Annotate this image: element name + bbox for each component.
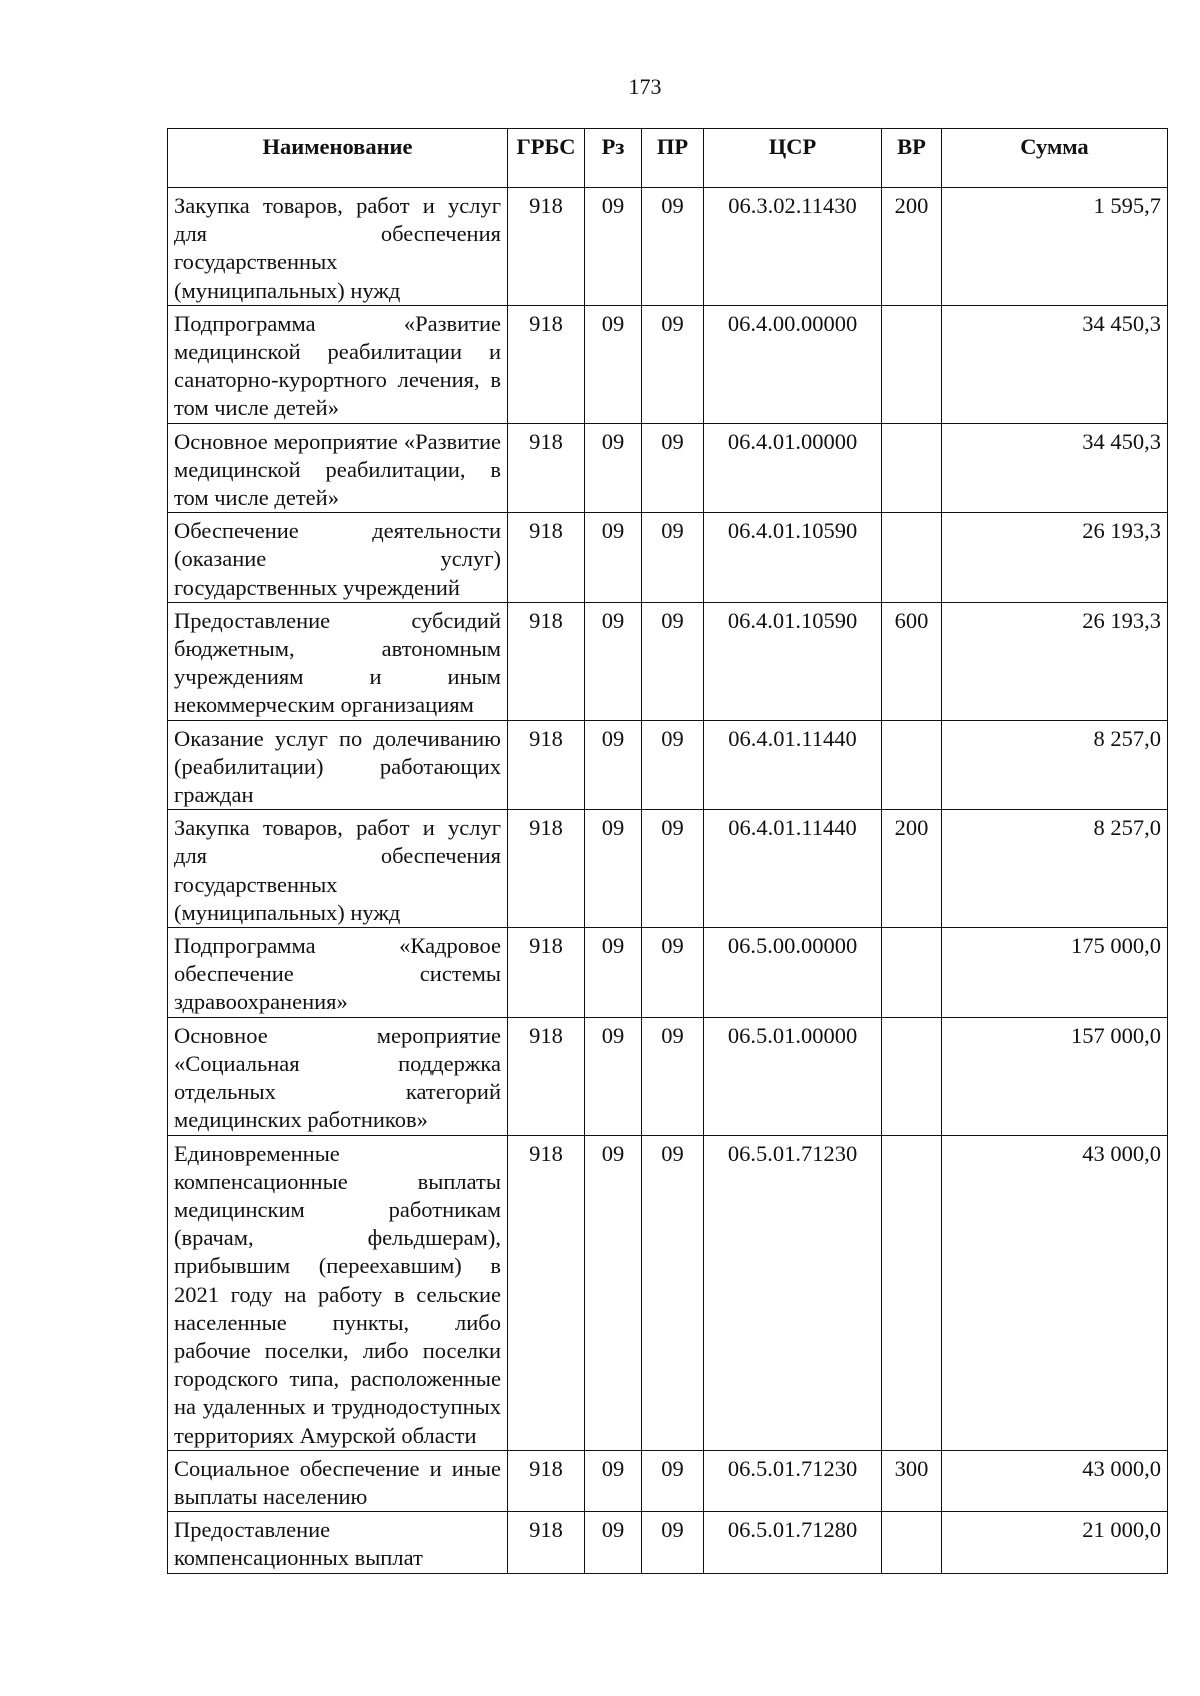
- table-row: [168, 602, 1168, 720]
- cell-rz: 09: [585, 188, 642, 306]
- header-sum: Сумма: [942, 129, 1168, 188]
- cell-csr: 06.5.01.71230: [704, 1450, 882, 1511]
- header-csr: ЦСР: [704, 129, 882, 188]
- cell-pr: 09: [642, 1017, 704, 1135]
- cell-name: Предоставление компенсационных выплат: [168, 1512, 508, 1573]
- cell-sum: 26 193,3: [942, 602, 1168, 720]
- cell-grbs: 918: [508, 188, 585, 306]
- cell-vr: [882, 1512, 942, 1573]
- cell-csr: 06.4.01.10590: [704, 513, 882, 603]
- cell-grbs: 918: [508, 602, 585, 720]
- cell-vr: [882, 423, 942, 513]
- cell-pr: 09: [642, 423, 704, 513]
- table-row: [168, 1450, 1168, 1511]
- table-row: [168, 513, 1168, 603]
- table-row: [168, 1512, 1168, 1573]
- table-row: [168, 423, 1168, 513]
- cell-pr: 09: [642, 720, 704, 810]
- table-row: [168, 1017, 1168, 1135]
- cell-grbs: 918: [508, 1450, 585, 1511]
- cell-rz: 09: [585, 423, 642, 513]
- page-number: 173: [628, 74, 662, 99]
- cell-csr: 06.5.01.71230: [704, 1135, 882, 1450]
- cell-rz: 09: [585, 928, 642, 1018]
- cell-vr: [882, 513, 942, 603]
- header-vr: ВР: [882, 129, 942, 188]
- cell-csr: 06.4.00.00000: [704, 305, 882, 423]
- cell-csr: 06.4.01.00000: [704, 423, 882, 513]
- cell-pr: 09: [642, 602, 704, 720]
- cell-pr: 09: [642, 513, 704, 603]
- cell-vr: [882, 928, 942, 1018]
- cell-pr: 09: [642, 1450, 704, 1511]
- cell-grbs: 918: [508, 810, 585, 928]
- table-row: [168, 720, 1168, 810]
- cell-sum: 43 000,0: [942, 1135, 1168, 1450]
- cell-vr: [882, 1135, 942, 1450]
- table-row: [168, 1135, 1168, 1450]
- cell-name: Единовременные компенсационные выплаты медицинским работникам (врачам, фельдшерам), прибывшим (переехавшим) в 2021 году на работу в сельские населенные пункты, либо рабочие поселки, либо поселки городского типа, расположенные на удаленных и труднодоступных территориях Амурской области: [168, 1135, 508, 1450]
- cell-name: Основное мероприятие «Социальная поддержка отдельных категорий медицинских работников»: [168, 1017, 508, 1135]
- cell-sum: 8 257,0: [942, 810, 1168, 928]
- cell-name: Оказание услуг по долечиванию (реабилитации) работающих граждан: [168, 720, 508, 810]
- table-row: [168, 305, 1168, 423]
- cell-pr: 09: [642, 1512, 704, 1573]
- table-row: [168, 188, 1168, 306]
- cell-sum: 8 257,0: [942, 720, 1168, 810]
- cell-pr: 09: [642, 1135, 704, 1450]
- cell-grbs: 918: [508, 1512, 585, 1573]
- cell-rz: 09: [585, 1017, 642, 1135]
- cell-rz: 09: [585, 720, 642, 810]
- table-row: [168, 928, 1168, 1018]
- cell-vr: 200: [882, 188, 942, 306]
- header-rz: Рз: [585, 129, 642, 188]
- cell-name: Подпрограмма «Развитие медицинской реабилитации и санаторно-курортного лечения, в том числе детей»: [168, 305, 508, 423]
- cell-grbs: 918: [508, 423, 585, 513]
- cell-csr: 06.4.01.10590: [704, 602, 882, 720]
- cell-sum: 43 000,0: [942, 1450, 1168, 1511]
- cell-sum: 21 000,0: [942, 1512, 1168, 1573]
- cell-csr: 06.5.01.00000: [704, 1017, 882, 1135]
- header-name: Наименование: [168, 129, 508, 188]
- cell-pr: 09: [642, 305, 704, 423]
- cell-rz: 09: [585, 810, 642, 928]
- cell-csr: 06.4.01.11440: [704, 720, 882, 810]
- cell-sum: 34 450,3: [942, 423, 1168, 513]
- cell-name: Подпрограмма «Кадровое обеспечение системы здравоохранения»: [168, 928, 508, 1018]
- cell-rz: 09: [585, 1512, 642, 1573]
- cell-grbs: 918: [508, 720, 585, 810]
- header-pr: ПР: [642, 129, 704, 188]
- cell-rz: 09: [585, 513, 642, 603]
- cell-vr: [882, 1017, 942, 1135]
- cell-grbs: 918: [508, 928, 585, 1018]
- cell-vr: [882, 720, 942, 810]
- cell-vr: 300: [882, 1450, 942, 1511]
- budget-table: [167, 128, 1168, 1574]
- cell-csr: 06.3.02.11430: [704, 188, 882, 306]
- table-row: [168, 810, 1168, 928]
- cell-name: Предоставление субсидий бюджетным, автономным учреждениям и иным некоммерческим организациям: [168, 602, 508, 720]
- cell-sum: 175 000,0: [942, 928, 1168, 1018]
- cell-rz: 09: [585, 602, 642, 720]
- cell-sum: 1 595,7: [942, 188, 1168, 306]
- cell-name: Закупка товаров, работ и услуг для обеспечения государственных (муниципальных) нужд: [168, 188, 508, 306]
- cell-rz: 09: [585, 305, 642, 423]
- cell-grbs: 918: [508, 513, 585, 603]
- cell-sum: 26 193,3: [942, 513, 1168, 603]
- cell-name: Социальное обеспечение и иные выплаты населению: [168, 1450, 508, 1511]
- cell-pr: 09: [642, 810, 704, 928]
- cell-grbs: 918: [508, 305, 585, 423]
- cell-vr: [882, 305, 942, 423]
- cell-grbs: 918: [508, 1017, 585, 1135]
- cell-sum: 34 450,3: [942, 305, 1168, 423]
- cell-pr: 09: [642, 188, 704, 306]
- cell-vr: 600: [882, 602, 942, 720]
- cell-rz: 09: [585, 1450, 642, 1511]
- header-grbs: ГРБС: [508, 129, 585, 188]
- cell-name: Закупка товаров, работ и услуг для обеспечения государственных (муниципальных) нужд: [168, 810, 508, 928]
- cell-rz: 09: [585, 1135, 642, 1450]
- cell-csr: 06.4.01.11440: [704, 810, 882, 928]
- cell-grbs: 918: [508, 1135, 585, 1450]
- cell-name: Обеспечение деятельности (оказание услуг) государственных учреждений: [168, 513, 508, 603]
- cell-csr: 06.5.01.71280: [704, 1512, 882, 1573]
- cell-pr: 09: [642, 928, 704, 1018]
- table-header-row: [168, 129, 1168, 188]
- cell-csr: 06.5.00.00000: [704, 928, 882, 1018]
- cell-sum: 157 000,0: [942, 1017, 1168, 1135]
- cell-name: Основное мероприятие «Развитие медицинской реабилитации, в том числе детей»: [168, 423, 508, 513]
- cell-vr: 200: [882, 810, 942, 928]
